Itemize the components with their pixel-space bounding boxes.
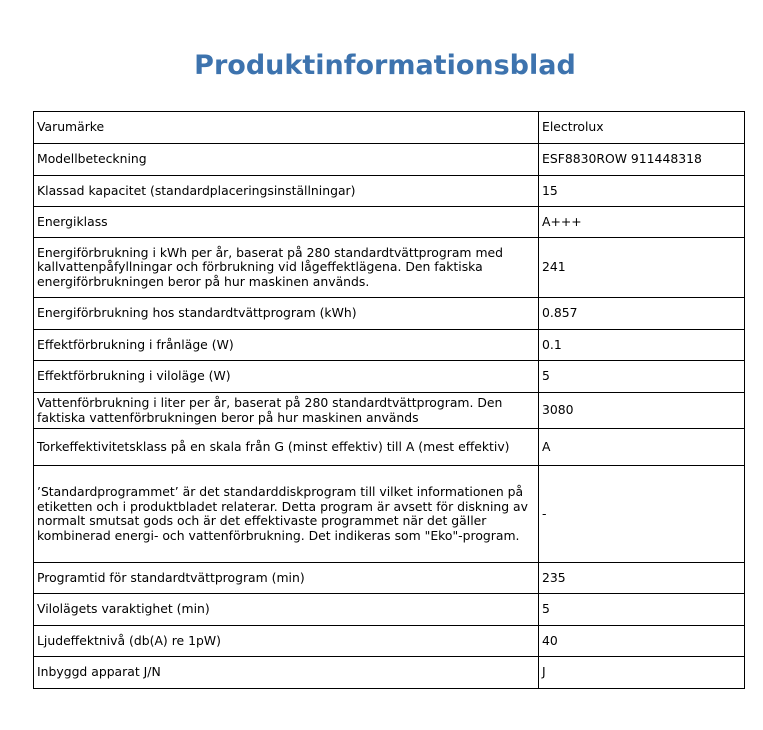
- row-value: 235: [539, 563, 745, 594]
- row-value: 0.857: [539, 298, 745, 330]
- table-row: [34, 144, 745, 176]
- table-row: [34, 594, 745, 626]
- row-label: ’Standardprogrammet’ är det standarddiskprogram till vilket informationen på etiketten och i produktbladet relaterar. Detta program är avsett för diskning av normalt smutsat gods och är det effektivaste programmet när det gäller kombinerad energi- och vattenförbrukning. Det indikeras som "Eko"-program.: [34, 466, 539, 563]
- table-row: [34, 112, 745, 144]
- row-value: 15: [539, 176, 745, 207]
- row-label: Energiförbrukning hos standardtvättprogram (kWh): [34, 298, 539, 330]
- row-value: 5: [539, 594, 745, 626]
- row-value: 40: [539, 626, 745, 657]
- row-label: Klassad kapacitet (standardplaceringsinställningar): [34, 176, 539, 207]
- table-row: [34, 361, 745, 393]
- row-value: 241: [539, 238, 745, 298]
- table-row: [34, 466, 745, 563]
- row-label: Vilolägets varaktighet (min): [34, 594, 539, 626]
- table-row: [34, 176, 745, 207]
- row-label: Torkeffektivitetsklass på en skala från G (minst effektiv) till A (mest effektiv): [34, 429, 539, 466]
- table-row: [34, 207, 745, 238]
- row-value: J: [539, 657, 745, 689]
- row-label: Inbyggd apparat J/N: [34, 657, 539, 689]
- table-row: [34, 238, 745, 298]
- table-row: [34, 626, 745, 657]
- table-row: [34, 429, 745, 466]
- row-label: Vattenförbrukning i liter per år, baserat på 280 standardtvättprogram. Den faktiska vattenförbrukningen beror på hur maskinen används: [34, 393, 539, 429]
- row-value: 0.1: [539, 330, 745, 361]
- row-value: A+++: [539, 207, 745, 238]
- page-title: Produktinformationsblad: [194, 50, 576, 81]
- product-info-table: [33, 111, 745, 689]
- row-value: 3080: [539, 393, 745, 429]
- row-label: Ljudeffektnivå (db(A) re 1pW): [34, 626, 539, 657]
- table-row: [34, 330, 745, 361]
- table-row: [34, 563, 745, 594]
- table-row: [34, 657, 745, 689]
- row-value: -: [539, 466, 745, 563]
- row-label: Effektförbrukning i frånläge (W): [34, 330, 539, 361]
- row-label: Energiförbrukning i kWh per år, baserat på 280 standardtvättprogram med kallvattenpåfyllningar och förbrukning vid lågeffektlägena. Den faktiska energiförbrukningen beror på hur maskinen används.: [34, 238, 539, 298]
- row-label: Energiklass: [34, 207, 539, 238]
- row-value: A: [539, 429, 745, 466]
- row-value: ESF8830ROW 911448318: [539, 144, 745, 176]
- row-label: Modellbeteckning: [34, 144, 539, 176]
- row-value: 5: [539, 361, 745, 393]
- table-row: [34, 298, 745, 330]
- row-label: Programtid för standardtvättprogram (min): [34, 563, 539, 594]
- row-label: Varumärke: [34, 112, 539, 144]
- row-value: Electrolux: [539, 112, 745, 144]
- table-row: [34, 393, 745, 429]
- row-label: Effektförbrukning i viloläge (W): [34, 361, 539, 393]
